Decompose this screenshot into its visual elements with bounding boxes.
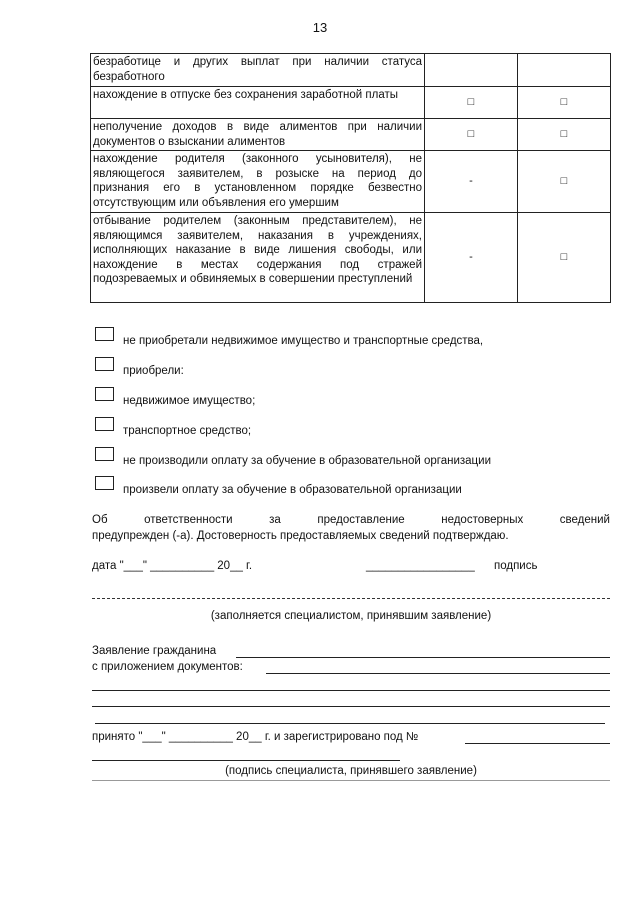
row-mark-col1: □ <box>425 87 518 119</box>
real-estate-checkbox[interactable] <box>95 387 114 401</box>
checkbox-label: не производили оплату за обучение в образовательной организации <box>123 455 491 467</box>
criteria-table <box>90 53 611 303</box>
checkbox-label: недвижимое имущество; <box>123 395 256 407</box>
tuition-payment-checkbox[interactable] <box>95 476 114 490</box>
table-row <box>91 151 611 213</box>
signature-field[interactable]: _________________ <box>366 560 475 572</box>
attachments-line[interactable] <box>92 706 610 707</box>
vehicle-checkbox[interactable] <box>95 417 114 431</box>
row-mark-col2: □ <box>518 151 611 213</box>
checkbox-label: не приобретали недвижимое имущество и транспортные средства, <box>123 335 484 347</box>
no-tuition-payment-checkbox[interactable] <box>95 447 114 461</box>
row-mark-col1 <box>425 54 518 87</box>
row-mark-col2: □ <box>518 119 611 151</box>
citizen-name-field[interactable] <box>236 657 610 658</box>
divider <box>92 780 610 781</box>
row-description: нахождение в отпуске без сохранения заработной платы <box>91 87 425 119</box>
attachments-label: с приложением документов: <box>92 661 243 673</box>
not-acquired-property-checkbox[interactable] <box>95 327 114 341</box>
row-description: нахождение родителя (законного усыновителя), не являющегося заявителем, в розыске на период до признания его в установленном порядке безвестно отсутствующим или объявления его умершим <box>91 151 425 213</box>
specialist-caption: (заполняется специалистом, принявшим заявление) <box>210 610 492 622</box>
attachments-field[interactable] <box>266 673 610 674</box>
row-description: безработице и других выплат при наличии статуса безработного <box>91 54 425 87</box>
row-description: отбывание родителем (законным представителем), не являющимся заявителем, наказания в учреждениях, исполняющих наказание в виде лишения свободы, или нахождение в местах содержания под стражей подозреваемых и обвиняемых в совершении преступлений <box>91 213 425 303</box>
page-number: 13 <box>312 20 328 35</box>
checkbox-label: приобрели: <box>123 365 184 377</box>
table-row <box>91 119 611 151</box>
table-row <box>91 213 611 303</box>
signature-label: подпись <box>494 560 538 572</box>
row-description: неполучение доходов в виде алиментов при наличии документов о взыскании алиментов <box>91 119 425 151</box>
row-mark-col1: - <box>425 213 518 303</box>
checkbox-label: транспортное средство; <box>123 425 252 437</box>
responsibility-line: предупрежден (-а). Достоверность предоставляемых сведений подтверждаю. <box>92 530 509 542</box>
acquired-checkbox[interactable] <box>95 357 114 371</box>
row-mark-col2 <box>518 54 611 87</box>
date-field[interactable]: дата "___" __________ 20__ г. <box>92 560 253 572</box>
specialist-signature-field[interactable] <box>92 760 400 761</box>
table-row <box>91 87 611 119</box>
row-mark-col1: - <box>425 151 518 213</box>
specialist-signature-caption: (подпись специалиста, принявшего заявление) <box>225 765 477 777</box>
registration-number-field[interactable] <box>465 743 610 744</box>
cut-line <box>92 598 610 599</box>
attachments-line[interactable] <box>92 690 610 691</box>
row-mark-col2: □ <box>518 87 611 119</box>
responsibility-line: Об ответственности за предоставление недостоверных сведений <box>92 514 610 526</box>
responsibility-statement <box>92 512 610 544</box>
checkbox-label: произвели оплату за обучение в образовательной организации <box>123 484 462 496</box>
table-row <box>91 54 611 87</box>
accepted-line: принято "___" __________ 20__ г. и зарегистрировано под № <box>92 731 419 743</box>
row-mark-col1: □ <box>425 119 518 151</box>
citizen-label: Заявление гражданина <box>92 645 217 657</box>
row-mark-col2: □ <box>518 213 611 303</box>
attachments-line[interactable] <box>95 723 605 724</box>
